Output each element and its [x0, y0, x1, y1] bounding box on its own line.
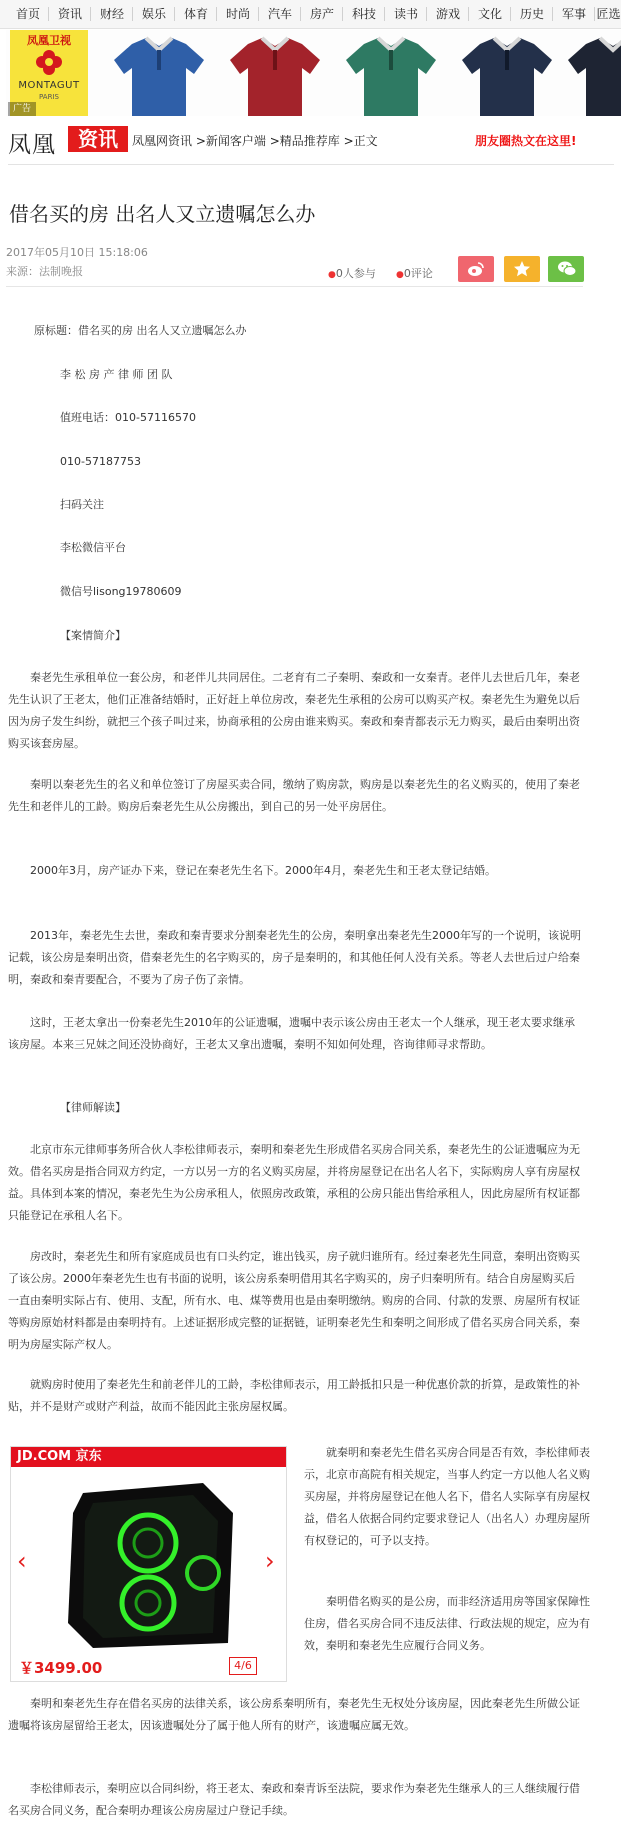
brand-name: MONTAGUT	[18, 80, 80, 91]
wechat-id: 微信号lisong19780609	[60, 585, 182, 598]
nav-divider	[468, 7, 469, 21]
paragraph: 2000年3月，房产证办下来，登记在秦老先生名下。2000年4月，秦老先生和王老太登记结婚。	[30, 864, 496, 877]
breadcrumb-app[interactable]: >新闻客户端	[195, 134, 266, 148]
nav-divider	[48, 7, 49, 21]
paragraph: 房改时，秦老先生和所有家庭成员也有口头约定，谁出钱买，房子就归谁所有。经过秦老先生同意，秦明出资购买了该公房。2000年秦老先生也有书面的说明，该公房系秦明借用其名字购买的，房子归秦明所有。结合自房屋购买后一直由秦明实际占有、使用、支配，所有水、电、煤等费用也是由秦明缴纳。购房的合同、付款的发票、房屋所有权证等购房原始材料都是由秦明持有。上述证据形成完整的证据链，证明秦老先生和秦明之间形成了借名买房合同关系，秦明为房屋实际产权人。	[8, 1250, 580, 1351]
breadcrumb-recommend[interactable]: >精品推荐库	[269, 134, 340, 148]
nav-home[interactable]: 首页	[15, 7, 40, 21]
comments-count[interactable]	[396, 265, 433, 281]
header-divider	[8, 164, 614, 165]
weibo-icon	[467, 260, 485, 278]
bullet-icon: ●	[396, 270, 404, 280]
nav-divider	[426, 7, 427, 21]
paragraph: 秦明以秦老先生的名义和单位签订了房屋买卖合同，缴纳了购房款，购房是以秦老先生的名义购买的，使用了秦老先生和老伴儿的工龄。购房后秦老先生从公房搬出，到自己的另一处平房居住。	[8, 778, 580, 813]
nav-divider	[300, 7, 301, 21]
nav-auto[interactable]: 汽车	[267, 7, 292, 21]
nav-divider	[258, 7, 259, 21]
section-heading: 【律师解读】	[60, 1101, 126, 1114]
nav-books[interactable]: 读书	[393, 7, 418, 21]
paragraph: 秦明和秦老先生存在借名买房的法律关系，该公房系秦明所有，秦老先生无权处分该房屋，因此秦老先生所做公证遗嘱将该房屋留给王老太，因该遗嘱处分了属于他人所有的财产，该遗嘱应属无效。	[8, 1697, 580, 1732]
nav-divider	[216, 7, 217, 21]
logo-section-text: 资讯	[68, 126, 128, 152]
paragraph: 2013年，秦老先生去世，秦政和秦青要求分割秦老先生的公房，秦明拿出秦老先生2000年写的一个说明，该说明记载，该公房是秦明出资，借秦老先生的名字购买的，房子是秦明的，和其他任何人没有关系。等老人去世后过户给秦明，秦政和秦青要配合，不要为了房子伤了亲情。	[8, 929, 581, 986]
bullet-icon: ●	[328, 270, 336, 280]
nav-divider	[384, 7, 385, 21]
paragraph: 李松律师表示，秦明应以合同纠纷，将王老太、秦政和秦青诉至法院，要求作为秦老先生继承人的三人继续履行借名买房合同义务，配合秦明办理该公房房屋过户登记手续。	[8, 1782, 580, 1817]
article-source[interactable]: 来源：法制晚报	[6, 265, 83, 278]
scan-follow: 扫码关注	[60, 498, 104, 511]
nav-military[interactable]: 军事	[561, 7, 586, 21]
ad-pager: 4/6	[229, 1657, 257, 1675]
nav-finance[interactable]: 财经	[99, 7, 124, 21]
paragraph: 北京市东元律师事务所合伙人李松律师表示，秦明和秦老先生形成借名买房合同关系，秦老先生的公证遗嘱应为无效。借名买房是指合同双方约定，一方以另一方的名义购买房屋，并将房屋登记在出名人名下，实际购房人享有房屋权益。具体到本案的情况，秦老先生为公房承租人，依照房改政策，承租的公房只能出售给承租人，因此房屋所有权证都只能登记在承租人名下。	[8, 1143, 580, 1222]
product-price: ￥3499.00	[19, 1659, 103, 1677]
hotline-2: 010-57187753	[60, 455, 141, 468]
nav-culture[interactable]: 文化	[477, 7, 502, 21]
star-icon	[513, 260, 531, 278]
meta-divider	[6, 286, 583, 287]
nav-divider	[594, 7, 595, 21]
nav-tech[interactable]: 科技	[351, 7, 376, 21]
shirt-image	[460, 36, 554, 116]
paragraph: 这时，王老太拿出一份秦老先生2010年的公证遗嘱，遗嘱中表示该公房由王老太一个人继承，现王老太要求继承该房屋。本来三兄妹之间还没协商好，王老太又拿出遗嘱，秦明不知如何处理，咨询律师寻求帮助。	[8, 1016, 575, 1051]
chevron-left-icon[interactable]: ‹	[17, 1547, 27, 1575]
wechat-icon	[557, 260, 577, 278]
paragraph: 秦老先生承租单位一套公房，和老伴儿共同居住。二老育有二子秦明、秦政和一女秦青。老伴儿去世后几年，秦老先生认识了王老太，他们正准备结婚时，正好赶上单位房改，秦老先生承租的公房可以购买产权。秦老先生为避免以后因为房子发生纠纷，就把三个孩子叫过来，协商承租的公房由谁来购买。秦政和秦青都表示无力购买，最后由秦明出资购买该套房屋。	[8, 671, 580, 750]
nav-divider	[510, 7, 511, 21]
publish-time: 2017年05月10日 15:18:06	[6, 246, 148, 259]
ad-label: 广告	[8, 102, 36, 116]
article-title: 借名买的房 出名人又立遗嘱怎么办	[9, 202, 316, 226]
participants-label: 0人参与	[335, 267, 376, 280]
promo-link[interactable]: 朋友圈热文在这里!	[475, 134, 577, 148]
nav-select[interactable]: 匠选	[596, 7, 621, 21]
wechat-platform: 李松微信平台	[60, 541, 126, 554]
paragraph: 就购房时使用了秦老先生和前老伴儿的工龄，李松律师表示，用工龄抵扣只是一种优惠价款的折算，是政策性的补贴，并不是财产或财产利益，故而不能因此主张房屋权属。	[8, 1378, 580, 1413]
nav-divider	[90, 7, 91, 21]
top-nav	[0, 0, 621, 29]
nav-sports[interactable]: 体育	[183, 7, 208, 21]
nav-divider	[342, 7, 343, 21]
nav-news[interactable]: 资讯	[57, 7, 82, 21]
brand-city: PARIS	[39, 93, 59, 101]
jd-ad[interactable]	[10, 1446, 287, 1682]
nav-games[interactable]: 游戏	[435, 7, 460, 21]
paragraph: 就秦明和秦老先生借名买房合同是否有效，李松律师表示，北京市高院有相关规定，当事人约定一方以他人名义购买房屋，并将房屋登记在他人名下，借名人实际享有房屋权益，借名人依据合同约定要求登记人（出名人）办理房屋所有权登记的，可予以支持。	[304, 1446, 590, 1547]
nav-divider	[132, 7, 133, 21]
brand-tv-label: 凤凰卫视	[27, 34, 71, 47]
logo-main-text: 凤凰	[8, 132, 56, 158]
paragraph: 秦明借名购买的是公房，而非经济适用房等国家保障性住房，借名买房合同不违反法律、行政法规的规定，应为有效，秦明和秦老先生应履行合同义务。	[304, 1595, 590, 1652]
original-title: 原标题：借名买的房 出名人又立遗嘱怎么办	[34, 324, 247, 337]
chevron-right-icon[interactable]: ›	[265, 1547, 275, 1575]
breadcrumb-article: >正文	[343, 134, 378, 148]
hotline: 值班电话：010-57116570	[60, 411, 196, 424]
share-wechat-button[interactable]	[548, 256, 584, 282]
nav-entertainment[interactable]: 娱乐	[141, 7, 166, 21]
lawyer-team: 李 松 房 产 律 师 团 队	[60, 368, 173, 381]
banner-ad[interactable]	[6, 30, 621, 116]
nav-divider	[174, 7, 175, 21]
flower-icon	[34, 48, 64, 78]
share-weibo-button[interactable]	[458, 256, 494, 282]
nav-fashion[interactable]: 时尚	[225, 7, 250, 21]
participants-count[interactable]	[328, 265, 376, 281]
pc-case-image	[53, 1473, 243, 1653]
comments-label: 0评论	[403, 267, 433, 280]
nav-divider	[552, 7, 553, 21]
breadcrumb	[132, 132, 378, 149]
shirt-image	[112, 36, 206, 116]
shirt-image	[344, 36, 438, 116]
shirt-image	[228, 36, 322, 116]
jd-logo: JD.COM 京东	[11, 1447, 286, 1467]
breadcrumb-news[interactable]: 凤凰网资讯	[132, 134, 193, 148]
favorite-button[interactable]	[504, 256, 540, 282]
shirt-image	[566, 36, 621, 116]
nav-history[interactable]: 历史	[519, 7, 544, 21]
nav-house[interactable]: 房产	[309, 7, 334, 21]
section-heading: 【案情简介】	[60, 629, 126, 642]
